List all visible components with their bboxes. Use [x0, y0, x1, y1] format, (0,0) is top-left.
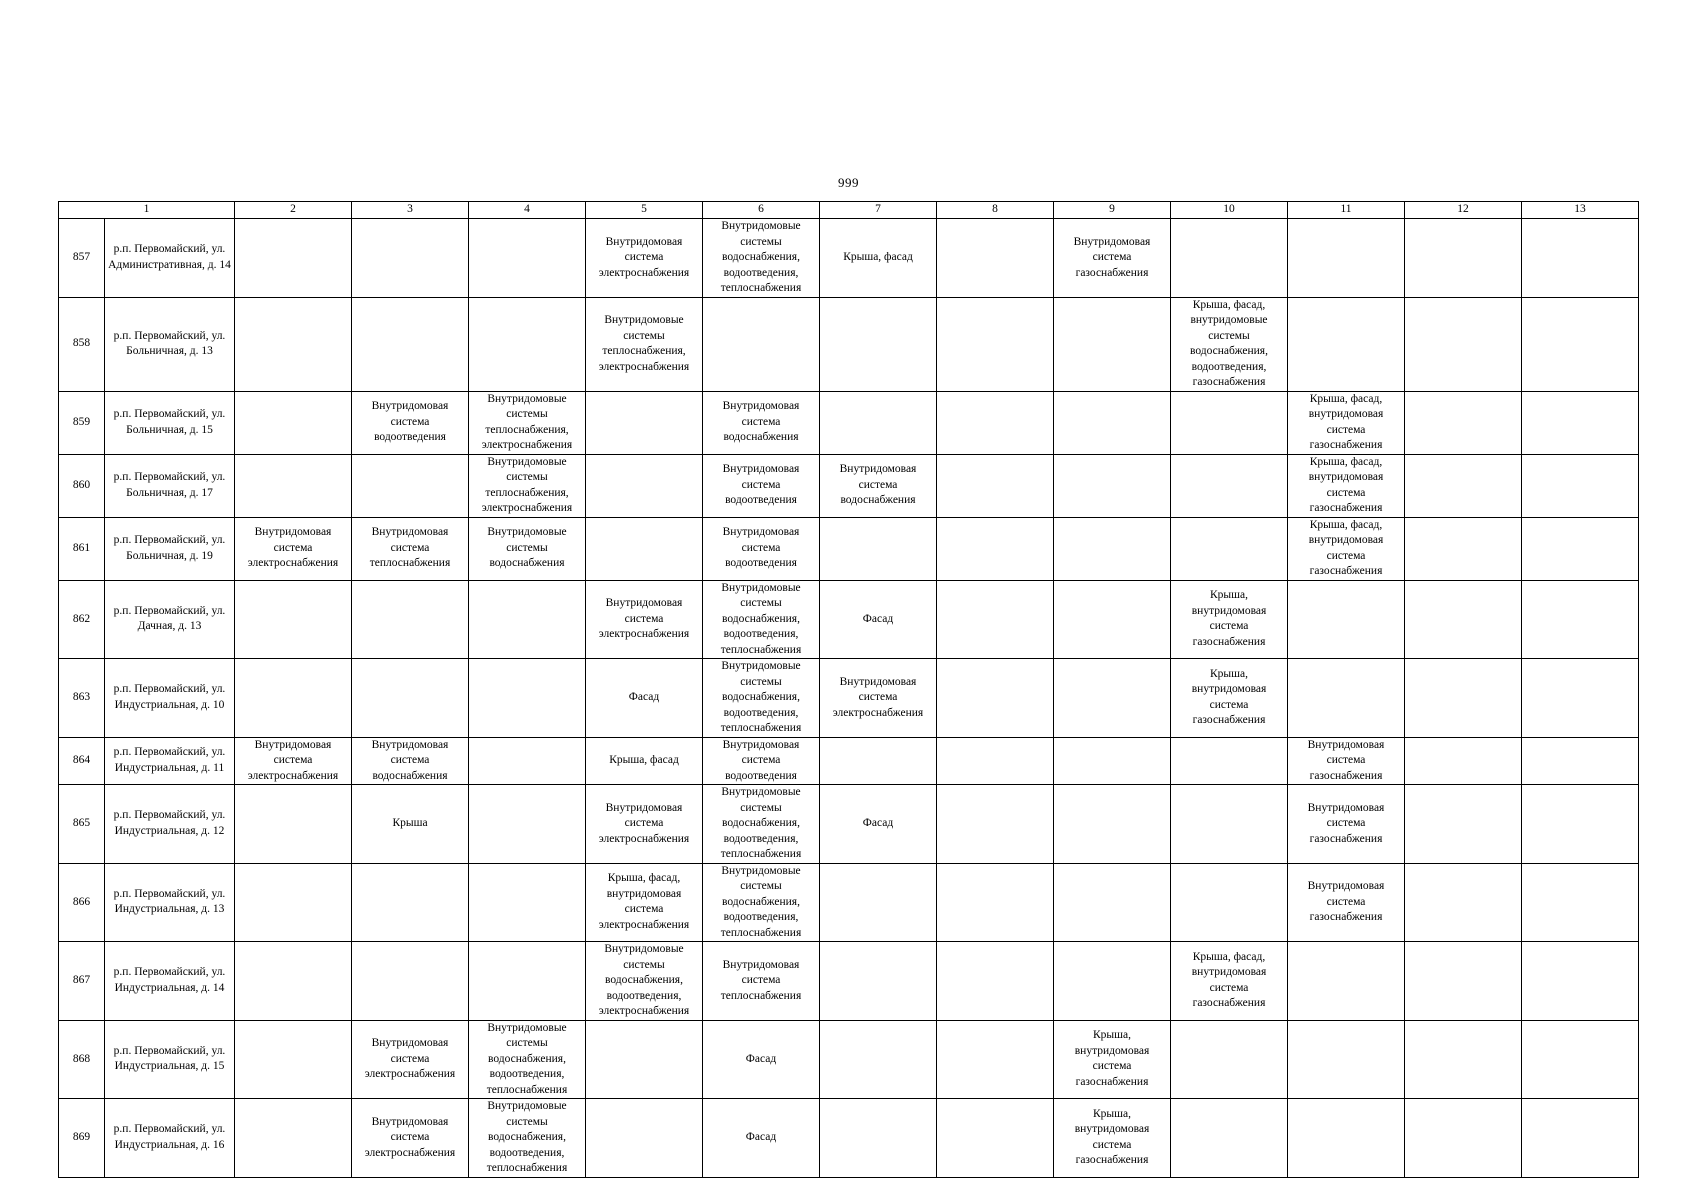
work-cell-col-12 — [1405, 297, 1522, 391]
work-cell-col-12 — [1405, 785, 1522, 864]
work-cell-col-13 — [1522, 942, 1639, 1021]
work-cell-col-5 — [586, 391, 703, 454]
work-cell-col-12 — [1405, 517, 1522, 580]
work-cell-col-7 — [820, 1020, 937, 1099]
work-cell-col-11: Крыша, фасад, внутридомовая система газоснабжения — [1288, 391, 1405, 454]
address-cell: р.п. Первомайский, ул. Больничная, д. 17 — [105, 454, 235, 517]
work-cell-col-7: Фасад — [820, 785, 937, 864]
column-number-12: 12 — [1405, 202, 1522, 219]
work-cell-col-6 — [703, 297, 820, 391]
work-cell-col-5: Фасад — [586, 659, 703, 738]
work-cell-col-8 — [937, 785, 1054, 864]
work-cell-col-10 — [1171, 391, 1288, 454]
column-number-3: 3 — [352, 202, 469, 219]
address-cell: р.п. Первомайский, ул. Административная, д. 14 — [105, 219, 235, 298]
work-cell-col-11: Крыша, фасад, внутридомовая система газоснабжения — [1288, 454, 1405, 517]
work-cell-col-3: Внутридомовая система электроснабжения — [352, 1020, 469, 1099]
table-row — [59, 391, 1639, 454]
work-cell-col-9 — [1054, 942, 1171, 1021]
work-cell-col-3: Внутридомовая система водоотведения — [352, 391, 469, 454]
work-cell-col-3 — [352, 659, 469, 738]
work-cell-col-3 — [352, 863, 469, 942]
work-cell-col-6: Внутридомовые системы водоснабжения, водоотведения, теплоснабжения — [703, 785, 820, 864]
work-cell-col-2 — [235, 659, 352, 738]
work-cell-col-8 — [937, 517, 1054, 580]
work-cell-col-10: Крыша, внутридомовая система газоснабжения — [1171, 659, 1288, 738]
work-cell-col-5 — [586, 517, 703, 580]
table-row — [59, 297, 1639, 391]
work-cell-col-6: Фасад — [703, 1099, 820, 1178]
work-cell-col-13 — [1522, 659, 1639, 738]
address-cell: р.п. Первомайский, ул. Больничная, д. 13 — [105, 297, 235, 391]
work-cell-col-2 — [235, 391, 352, 454]
address-cell: р.п. Первомайский, ул. Больничная, д. 19 — [105, 517, 235, 580]
work-cell-col-8 — [937, 942, 1054, 1021]
work-cell-col-6: Внутридомовые системы водоснабжения, водоотведения, теплоснабжения — [703, 659, 820, 738]
work-cell-col-11: Внутридомовая система газоснабжения — [1288, 863, 1405, 942]
work-cell-col-6: Внутридомовые системы водоснабжения, водоотведения, теплоснабжения — [703, 863, 820, 942]
work-cell-col-2 — [235, 863, 352, 942]
work-cell-col-12 — [1405, 659, 1522, 738]
work-cell-col-12 — [1405, 737, 1522, 785]
column-number-2: 2 — [235, 202, 352, 219]
work-cell-col-9: Внутридомовая система газоснабжения — [1054, 219, 1171, 298]
work-cell-col-2 — [235, 580, 352, 659]
work-cell-col-7 — [820, 942, 937, 1021]
repair-schedule-table — [58, 201, 1639, 1178]
work-cell-col-12 — [1405, 454, 1522, 517]
work-cell-col-10 — [1171, 219, 1288, 298]
work-cell-col-11: Крыша, фасад, внутридомовая система газоснабжения — [1288, 517, 1405, 580]
work-cell-col-3: Внутридомовая система теплоснабжения — [352, 517, 469, 580]
row-number: 863 — [59, 659, 105, 738]
table-row — [59, 785, 1639, 864]
work-cell-col-11 — [1288, 1099, 1405, 1178]
work-cell-col-7: Внутридомовая система водоснабжения — [820, 454, 937, 517]
row-number: 867 — [59, 942, 105, 1021]
table-header — [59, 202, 1639, 219]
work-cell-col-11 — [1288, 580, 1405, 659]
work-cell-col-8 — [937, 219, 1054, 298]
work-cell-col-7 — [820, 863, 937, 942]
work-cell-col-11: Внутридомовая система газоснабжения — [1288, 785, 1405, 864]
column-number-row — [59, 202, 1639, 219]
work-cell-col-11 — [1288, 942, 1405, 1021]
work-cell-col-8 — [937, 1099, 1054, 1178]
work-cell-col-13 — [1522, 1099, 1639, 1178]
work-cell-col-13 — [1522, 517, 1639, 580]
work-cell-col-6: Фасад — [703, 1020, 820, 1099]
work-cell-col-13 — [1522, 391, 1639, 454]
work-cell-col-5: Крыша, фасад — [586, 737, 703, 785]
work-cell-col-13 — [1522, 785, 1639, 864]
work-cell-col-9: Крыша, внутридомовая система газоснабжения — [1054, 1099, 1171, 1178]
table-row — [59, 737, 1639, 785]
row-number: 869 — [59, 1099, 105, 1178]
work-cell-col-10: Крыша, фасад, внутридомовые системы водоснабжения, водоотведения, газоснабжения — [1171, 297, 1288, 391]
address-cell: р.п. Первомайский, ул. Дачная, д. 13 — [105, 580, 235, 659]
work-cell-col-7 — [820, 297, 937, 391]
work-cell-col-5: Внутридомовые системы теплоснабжения, электроснабжения — [586, 297, 703, 391]
table-row — [59, 863, 1639, 942]
table-row — [59, 1020, 1639, 1099]
work-cell-col-2 — [235, 454, 352, 517]
work-cell-col-10 — [1171, 517, 1288, 580]
work-cell-col-8 — [937, 1020, 1054, 1099]
work-cell-col-8 — [937, 659, 1054, 738]
work-cell-col-9 — [1054, 737, 1171, 785]
table-row — [59, 517, 1639, 580]
work-cell-col-5: Внутридомовая система электроснабжения — [586, 219, 703, 298]
work-cell-col-4: Внутридомовые системы водоснабжения — [469, 517, 586, 580]
work-cell-col-2 — [235, 219, 352, 298]
work-cell-col-12 — [1405, 1020, 1522, 1099]
work-cell-col-13 — [1522, 454, 1639, 517]
work-cell-col-6: Внутридомовая система водоотведения — [703, 517, 820, 580]
address-cell: р.п. Первомайский, ул. Индустриальная, д. 16 — [105, 1099, 235, 1178]
column-number-11: 11 — [1288, 202, 1405, 219]
work-cell-col-5 — [586, 1099, 703, 1178]
work-cell-col-4 — [469, 580, 586, 659]
work-cell-col-13 — [1522, 863, 1639, 942]
work-cell-col-13 — [1522, 580, 1639, 659]
work-cell-col-4: Внутридомовые системы водоснабжения, водоотведения, теплоснабжения — [469, 1020, 586, 1099]
work-cell-col-9 — [1054, 580, 1171, 659]
work-cell-col-6: Внутридомовые системы водоснабжения, водоотведения, теплоснабжения — [703, 580, 820, 659]
work-cell-col-8 — [937, 863, 1054, 942]
work-cell-col-7: Внутридомовая система электроснабжения — [820, 659, 937, 738]
work-cell-col-7 — [820, 391, 937, 454]
work-cell-col-4: Внутридомовые системы водоснабжения, водоотведения, теплоснабжения — [469, 1099, 586, 1178]
work-cell-col-4 — [469, 785, 586, 864]
work-cell-col-10: Крыша, внутридомовая система газоснабжения — [1171, 580, 1288, 659]
work-cell-col-7: Фасад — [820, 580, 937, 659]
address-cell: р.п. Первомайский, ул. Индустриальная, д. 10 — [105, 659, 235, 738]
work-cell-col-12 — [1405, 1099, 1522, 1178]
work-cell-col-12 — [1405, 580, 1522, 659]
work-cell-col-10 — [1171, 454, 1288, 517]
row-number: 859 — [59, 391, 105, 454]
work-cell-col-13 — [1522, 219, 1639, 298]
table-row — [59, 454, 1639, 517]
row-number: 865 — [59, 785, 105, 864]
table-body — [59, 219, 1639, 1178]
work-cell-col-4 — [469, 297, 586, 391]
work-cell-col-2 — [235, 1099, 352, 1178]
work-cell-col-6: Внутридомовая система теплоснабжения — [703, 942, 820, 1021]
work-cell-col-3: Крыша — [352, 785, 469, 864]
column-number-8: 8 — [937, 202, 1054, 219]
work-cell-col-7 — [820, 517, 937, 580]
work-cell-col-10 — [1171, 785, 1288, 864]
column-number-10: 10 — [1171, 202, 1288, 219]
work-cell-col-8 — [937, 391, 1054, 454]
row-number: 862 — [59, 580, 105, 659]
work-cell-col-6: Внутридомовая система водоотведения — [703, 454, 820, 517]
address-cell: р.п. Первомайский, ул. Индустриальная, д. 13 — [105, 863, 235, 942]
work-cell-col-11 — [1288, 219, 1405, 298]
work-cell-col-9 — [1054, 517, 1171, 580]
table-row — [59, 1099, 1639, 1178]
work-cell-col-7: Крыша, фасад — [820, 219, 937, 298]
work-cell-col-2 — [235, 942, 352, 1021]
row-number: 864 — [59, 737, 105, 785]
work-cell-col-9 — [1054, 391, 1171, 454]
row-number: 860 — [59, 454, 105, 517]
column-number-5: 5 — [586, 202, 703, 219]
work-cell-col-5: Внутридомовая система электроснабжения — [586, 785, 703, 864]
work-cell-col-4 — [469, 863, 586, 942]
work-cell-col-13 — [1522, 297, 1639, 391]
address-cell: р.п. Первомайский, ул. Индустриальная, д. 12 — [105, 785, 235, 864]
work-cell-col-4 — [469, 737, 586, 785]
work-cell-col-8 — [937, 297, 1054, 391]
table-row — [59, 219, 1639, 298]
row-number: 868 — [59, 1020, 105, 1099]
work-cell-col-2: Внутридомовая система электроснабжения — [235, 517, 352, 580]
work-cell-col-11 — [1288, 297, 1405, 391]
work-cell-col-5 — [586, 454, 703, 517]
work-cell-col-6: Внутридомовая система водоснабжения — [703, 391, 820, 454]
work-cell-col-8 — [937, 580, 1054, 659]
work-cell-col-3 — [352, 454, 469, 517]
work-cell-col-12 — [1405, 219, 1522, 298]
table-row — [59, 580, 1639, 659]
work-cell-col-7 — [820, 737, 937, 785]
row-number: 858 — [59, 297, 105, 391]
table-row — [59, 942, 1639, 1021]
work-cell-col-2 — [235, 1020, 352, 1099]
work-cell-col-2 — [235, 297, 352, 391]
work-cell-col-11 — [1288, 659, 1405, 738]
work-cell-col-3 — [352, 219, 469, 298]
row-number: 857 — [59, 219, 105, 298]
column-number-13: 13 — [1522, 202, 1639, 219]
work-cell-col-10 — [1171, 1020, 1288, 1099]
work-cell-col-10 — [1171, 863, 1288, 942]
work-cell-col-8 — [937, 454, 1054, 517]
work-cell-col-3: Внутридомовая система электроснабжения — [352, 1099, 469, 1178]
column-number-6: 6 — [703, 202, 820, 219]
table-row — [59, 659, 1639, 738]
work-cell-col-8 — [937, 737, 1054, 785]
work-cell-col-5 — [586, 1020, 703, 1099]
column-number-4: 4 — [469, 202, 586, 219]
column-number-9: 9 — [1054, 202, 1171, 219]
work-cell-col-9 — [1054, 297, 1171, 391]
work-cell-col-11 — [1288, 1020, 1405, 1099]
row-number: 866 — [59, 863, 105, 942]
work-cell-col-6: Внутридомовые системы водоснабжения, водоотведения, теплоснабжения — [703, 219, 820, 298]
work-cell-col-3 — [352, 297, 469, 391]
work-cell-col-4: Внутридомовые системы теплоснабжения, электроснабжения — [469, 391, 586, 454]
work-cell-col-4 — [469, 219, 586, 298]
work-cell-col-10 — [1171, 1099, 1288, 1178]
work-cell-col-12 — [1405, 391, 1522, 454]
work-cell-col-10 — [1171, 737, 1288, 785]
work-cell-col-4 — [469, 659, 586, 738]
work-cell-col-12 — [1405, 942, 1522, 1021]
work-cell-col-4: Внутридомовые системы теплоснабжения, электроснабжения — [469, 454, 586, 517]
work-cell-col-12 — [1405, 863, 1522, 942]
work-cell-col-9 — [1054, 659, 1171, 738]
work-cell-col-13 — [1522, 737, 1639, 785]
work-cell-col-6: Внутридомовая система водоотведения — [703, 737, 820, 785]
work-cell-col-9 — [1054, 863, 1171, 942]
work-cell-col-9 — [1054, 454, 1171, 517]
work-cell-col-9 — [1054, 785, 1171, 864]
work-cell-col-11: Внутридомовая система газоснабжения — [1288, 737, 1405, 785]
page-number: 999 — [838, 175, 859, 190]
work-cell-col-3: Внутридомовая система водоснабжения — [352, 737, 469, 785]
work-cell-col-10: Крыша, фасад, внутридомовая система газоснабжения — [1171, 942, 1288, 1021]
column-number-1: 1 — [59, 202, 235, 219]
work-cell-col-2: Внутридомовая система электроснабжения — [235, 737, 352, 785]
work-cell-col-5: Крыша, фасад, внутридомовая система электроснабжения — [586, 863, 703, 942]
work-cell-col-5: Внутридомовая система электроснабжения — [586, 580, 703, 659]
column-number-7: 7 — [820, 202, 937, 219]
row-number: 861 — [59, 517, 105, 580]
work-cell-col-3 — [352, 942, 469, 1021]
work-cell-col-5: Внутридомовые системы водоснабжения, водоотведения, электроснабжения — [586, 942, 703, 1021]
work-cell-col-9: Крыша, внутридомовая система газоснабжения — [1054, 1020, 1171, 1099]
work-cell-col-7 — [820, 1099, 937, 1178]
work-cell-col-4 — [469, 942, 586, 1021]
address-cell: р.п. Первомайский, ул. Индустриальная, д. 14 — [105, 942, 235, 1021]
work-cell-col-3 — [352, 580, 469, 659]
address-cell: р.п. Первомайский, ул. Индустриальная, д. 15 — [105, 1020, 235, 1099]
address-cell: р.п. Первомайский, ул. Индустриальная, д. 11 — [105, 737, 235, 785]
work-cell-col-13 — [1522, 1020, 1639, 1099]
address-cell: р.п. Первомайский, ул. Больничная, д. 15 — [105, 391, 235, 454]
work-cell-col-2 — [235, 785, 352, 864]
